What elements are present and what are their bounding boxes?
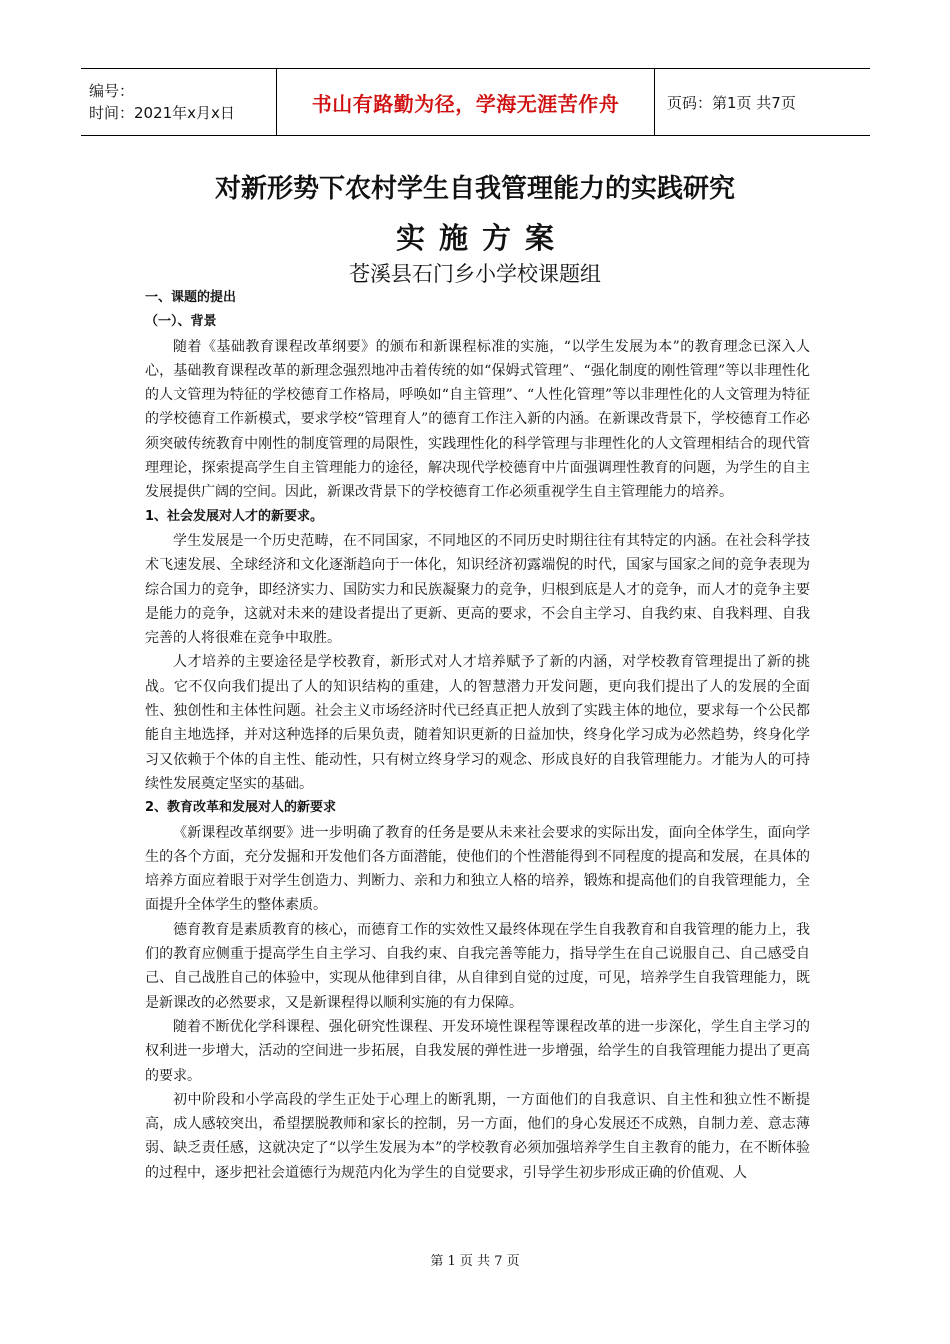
subsection-heading: 1、社会发展对人才的新要求。 [145, 508, 324, 524]
page-footer: 第 1 页 共 7 页 [430, 1254, 520, 1269]
paragraph: 随着《基础教育课程改革纲要》的颁布和新课程标准的实施，“以学生发展为本”的教育理念已深入人心，基础教育课程改革的新理念强烈地冲击着传统的如“保姆式管理”、“强化制度的刚性管理”等以非理性化的人文管理为特征的学校德育工作格局，呼唤如“自主管理”、“人性化管理”等以非理性化的人文管理为特征的学校德育工作新模式，要求学校“管理育人”的德育工作注入新的内涵。在新课改背景下，学校德育工作必须突破传统教育中刚性的制度管理的局限性，实践理性化的科学管理与非理性化的人文管理相结合的现代管理理论，探索提高学生自主管理能力的途径，解决现代学校德育中片面强调理性教育的问题，为学生的自主发展提供广阔的空间。因此，新课改背景下的学校德育工作必须重视学生自主管理能力的培养。 [145, 338, 810, 501]
document-subtitle: 实施方案 [395, 221, 568, 255]
header-meta [81, 69, 277, 135]
document-number: 编号： [89, 82, 135, 100]
paragraph: 学生发展是一个历史范畴，在不同国家，不同地区的不同历史时期往往有其特定的内涵。在社会科学技术飞速发展、全球经济和文化逐渐趋向于一体化，知识经济初露端倪的时代，国家与国家之间的竞争表现为综合国力的竞争，即经济实力、国防实力和民族凝聚力的竞争，归根到底是人才的竞争，而人才的竞争主要是能力的竞争，这就对未来的建设者提出了更新、更高的要求，不会自主学习、自我约束、自我料理、自我完善的人将很难在竞争中取胜。 [145, 532, 810, 647]
document-organization: 苍溪县石门乡小学校课题组 [349, 262, 601, 286]
subsection-heading: （一）、背景 [145, 314, 217, 330]
paragraph: 德育教育是素质教育的核心，而德育工作的实效性又最终体现在学生自我教育和自我管理的能力上，我们的教育应侧重于提高学生自主学习、自我约束、自我完善等能力，指导学生在自己说服自己、自己感受自己、自己战胜自己的体验中，实现从他律到自律，从自律到自觉的过度，可见，培养学生自我管理能力，既是新课改的必然要求，又是新课程得以顺利实施的有力保障。 [145, 921, 810, 1011]
paragraph: 随着不断优化学科课程、强化研究性课程、开发环境性课程等课程改革的进一步深化，学生自主学习的权利进一步增大，活动的空间进一步拓展，自我发展的弹性进一步增强，给学生的自我管理能力提出了更高的要求。 [145, 1018, 810, 1084]
section-heading: 一、课题的提出 [145, 290, 237, 305]
subsection-heading: 2、教育改革和发展对人的新要求 [145, 800, 337, 816]
paragraph: 人才培养的主要途径是学校教育，新形式对人才培养赋予了新的内涵，对学校教育管理提出了新的挑战。它不仅向我们提出了人的知识结构的重建，人的智慧潜力开发问题，更向我们提出了人的发展的全面性、独创性和主体性问题。社会主义市场经济时代已经真正把人放到了实践主体的地位，要求每一个公民都能自主地选择，并对这种选择的后果负责，随着知识更新的日益加快，终身化学习成为必然趋势，终身化学习又依赖于个体的自主性、能动性，只有树立终身学习的观念、形成良好的自我管理能力。才能为人的可持续性发展奠定坚实的基础。 [145, 654, 810, 792]
header-motto: 书山有路勤为径，学海无涯苦作舟 [311, 91, 620, 116]
header-table [81, 68, 870, 136]
paragraph: 初中阶段和小学高段的学生正处于心理上的断乳期，一方面他们的自我意识、自主性和独立性不断提高，成人感较突出，希望摆脱教师和家长的控制，另一方面，他们的身心发展还不成熟，自制力差、意志薄弱、缺乏责任感，这就决定了“以学生发展为本”的学校教育必须加强培养学生自主教育的能力，在不断体验的过程中，逐步把社会道德行为规范内化为学生的自觉要求，引导学生初步形成正确的价值观、人 [145, 1091, 810, 1181]
document-title: 对新形势下农村学生自我管理能力的实践研究 [214, 174, 735, 204]
paragraph: 《新课程改革纲要》进一步明确了教育的任务是要从未来社会要求的实际出发，面向全体学生，面向学生的各个方面，充分发掘和开发他们各方面潜能，使他们的个性潜能得到不同程度的提高和发展，在具体的培养方面应着眼于对学生创造力、判断力、亲和力和独立人格的培养，锻炼和提高他们的自我管理能力，全面提升全体学生的整体素质。 [145, 824, 810, 914]
header-page-info: 页码：第1页 共7页 [667, 93, 796, 112]
document-body [145, 286, 810, 1185]
document-date: 时间：2021年x月x日 [89, 104, 235, 122]
header-motto-cell [277, 69, 655, 135]
